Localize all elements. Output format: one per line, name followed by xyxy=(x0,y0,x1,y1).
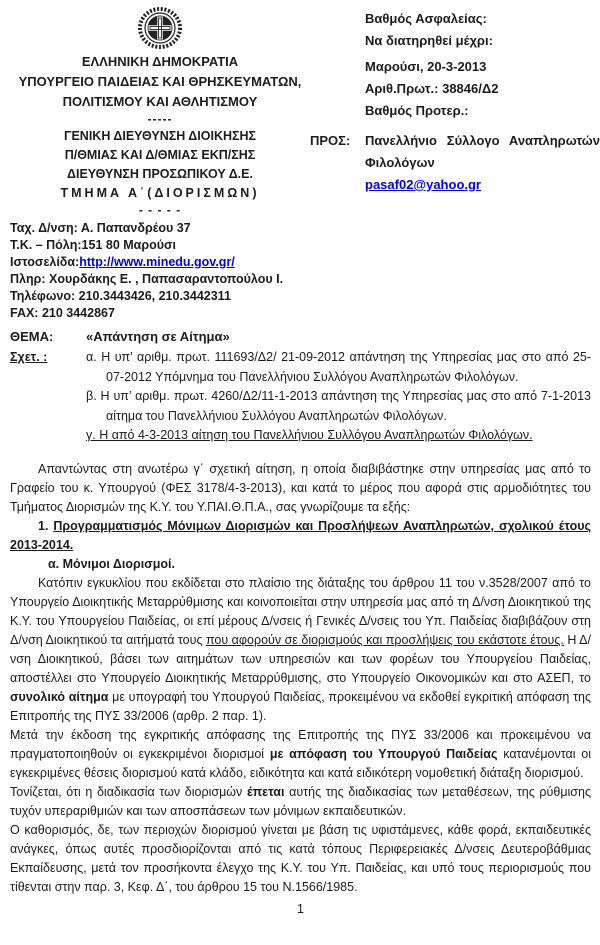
reference-item-a: α. Η υπ’ αριθμ. πρωτ. 111693/Δ2/ 21-09-2012 απάντηση της Υπηρεσίας μας στο από 25-07-2012 Υπόμνημα του Πανελλήνιου Συλλόγου Αναπληρωτών Φιλολόγων. xyxy=(86,350,591,384)
ministry-title-line2: ΠΟΛΙΤΙΣΜΟΥ ΚΑΙ ΑΘΛΗΤΙΣΜΟΥ xyxy=(62,94,258,109)
divider: ----- xyxy=(147,112,173,126)
paragraph-regions: Ο καθορισμός, δε, των περιοχών διορισμού γίνεται με βάση τις υφιστάμενες, κάθε φορά, εκπαιδευτικές ανάγκες, όπως αυτές προσδιορίζονται από τις κατά τόπους Περιφερειακές Δ/νσεις Δευτεροβάθμιας Εκπαίδευσης, μετά τον προσήκοντα έλεγχο της Κ.Υ. του Υπ. Παιδείας, και υπό τους περιορισμούς που τίθενται στην παρ. 3, Κεφ. Δ΄, του άρθρου 15 του Ν.1566/1985. xyxy=(10,822,591,894)
subject-row xyxy=(10,327,591,346)
to-label: ΠΡΟΣ: xyxy=(310,133,351,148)
recipient-block xyxy=(310,130,600,196)
phone-numbers: Τηλέφωνο: 210.3443426, 210.3442311 xyxy=(10,289,231,303)
references-label: Σχετ. : xyxy=(10,350,48,364)
references-list xyxy=(86,348,591,446)
security-level-label: Βαθμός Ασφαλείας: xyxy=(365,11,487,26)
postal-address: Ταχ. Δ/νση: Α. Παπανδρέου 37 xyxy=(10,221,191,235)
bold-segment: με απόφαση του Υπουργού Παιδείας xyxy=(269,746,498,761)
directorate-line3: ΔΙΕΥΘΥΝΣΗ ΠΡΟΣΩΠΙΚΟΥ Δ.Ε. xyxy=(67,167,253,181)
contact-info xyxy=(10,220,591,322)
recipient-content xyxy=(365,130,600,196)
place-date: Μαρούσι, 20-3-2013 xyxy=(365,59,487,74)
emblem-wrap xyxy=(10,6,310,55)
website-label: Ιστοσελίδα: xyxy=(10,255,80,269)
text-segment: Η Δ/νση Διοικητικού, βάσει των αιτημάτων των υπηρεσιών και των φορέων του Υπουργείου Παιδείας, αποστέλλει στο Υπουργείο Διοικητικής Μεταρρύθμισης, στο Υπουργείο Οικονομικών και στο ΑΣΕΠ, το xyxy=(10,632,591,685)
retain-until-label: Να διατηρηθεί μέχρι: xyxy=(365,33,493,48)
ministry-title-line1: ΥΠΟΥΡΓΕΙΟ ΠΑΙΔΕΙΑΣ ΚΑΙ ΘΡΗΣΚΕΥΜΑΤΩΝ, xyxy=(18,74,302,89)
department-line: ΤΜΗΜΑ Α΄(ΔΙΟΡΙΣΜΩΝ) xyxy=(60,186,260,200)
references-row xyxy=(10,348,591,446)
subsection-heading: α. Μόνιμοι Διορισμοί. xyxy=(48,556,175,571)
priority-label: Βαθμός Προτερ.: xyxy=(365,103,469,118)
website-row xyxy=(10,254,591,271)
paragraph-intro: Απαντώντας στη ανωτέρω γ΄ σχετική αίτηση, η οποία διαβιβάστηκε στην υπηρεσίας μας από το Γραφείο του κ. Υπουργού (ΦΕΣ 3178/4-3-2013), και κατά το μέρος που αφορά στις αρμοδιότητες του Τμήματος Διορισμών της Κ.Υ. του Υ.ΠΑΙ.Θ.Π.Α., σας γνωρίζουμε τα εξής: xyxy=(10,461,591,514)
letter-body xyxy=(10,460,591,897)
text-segment: Κατόπιν εγκυκλίου που εκδίδεται στο πλαίσιο της διάταξης του άρθρου 11 του ν.3528/2007 από το Υπουργείο Διοικητικής Μεταρρύθμισης και κοινοποιείται στην υπηρεσία μας από τη Δ/νση Διοικητικού της Κ.Υ. του Υπουργείου Παιδείας, οι επί μέρους Δ/νσεις ή Γενικές Δ/νσεις του Υπ. Παιδείας διαβιβάζουν στη Δ/νση Διοικητικού τα αιτήματά τους xyxy=(10,575,591,647)
letterhead xyxy=(10,6,600,220)
text-segment: κατανέμονται οι εγκεκριμένες θέσεις διορισμού κατά κλάδο, ειδικότητα και κατά ειδικότερη νομοθετική διάταξη διορισμού. xyxy=(10,746,592,780)
directorate-line1: ΓΕΝΙΚΗ ΔΙΕΥΘΥΝΣΗ ΔΙΟΙΚΗΣΗΣ xyxy=(63,129,257,143)
postal-code-city: Τ.Κ. – Πόλη:151 80 Μαρούσι xyxy=(10,238,177,252)
recipient-email-link[interactable]: pasaf02@yahoo.gr xyxy=(365,177,481,192)
website-link[interactable]: http://www.minedu.gov.gr/ xyxy=(79,255,235,269)
text-segment: με υπογραφή του Υπουργού Παιδείας, προκειμένου να εκδοθεί εγκριτική απόφαση της Επιτροπής της ΠΥΣ 33/2006 (αρθρ. 2 παρ. 1). xyxy=(10,689,591,723)
section-heading xyxy=(10,517,591,555)
directorate-line2: Π/ΘΜΙΑΣ ΚΑΙ Δ/ΘΜΙΑΣ ΕΚΠ/ΣΗΣ xyxy=(64,148,256,162)
text-segment: Μετά την έκδοση της εγκριτικής απόφασης της Επιτροπής της ΠΥΣ 33/2006 και προκειμένου να πραγματοποιηθούν οι εγκεκριμένοι διορισμοί xyxy=(10,727,591,761)
reference-item-b: β. Η υπ’ αριθμ. πρωτ. 4260/Δ2/11-1-2013 απάντηση της Υπηρεσίας μας στο από 7-1-2013 αίτημα του Πανελλήνιου Συλλόγου Αναπληρωτών Φιλολόγων. xyxy=(86,389,591,423)
section-number: 1. xyxy=(38,518,54,533)
text-segment: αυτής της διαδικασίας των μεταθέσεων, της ρύθμισης τυχόν υπεραριθμιών και των αποσπάσεων των μόνιμων εκπαιδευτικών. xyxy=(10,784,591,818)
protocol-number: Αριθ.Πρωτ.: 38846/Δ2 xyxy=(365,81,499,96)
paragraph-decision xyxy=(10,726,591,783)
divider: - - - - - xyxy=(138,203,182,217)
subject-text: «Απάντηση σε Αίτημα» xyxy=(86,329,230,344)
greek-coat-of-arms-icon xyxy=(137,6,183,50)
text-segment: Τονίζεται, ότι η διαδικασία των διορισμών xyxy=(10,784,247,799)
underlined-segment: που αφορούν σε διορισμούς και προσλήψεις του εκάστοτε έτους. xyxy=(205,632,564,647)
subject-label: ΘΕΜΑ: xyxy=(10,329,54,344)
republic-title: ΕΛΛΗΝΙΚΗ ΔΗΜΟΚΡΑΤΙΑ xyxy=(81,54,239,69)
ministry-header xyxy=(10,52,310,218)
page-number: 1 xyxy=(297,901,304,916)
bold-segment: συνολικό αίτημα xyxy=(10,689,109,704)
paragraph-appointments xyxy=(10,574,591,726)
section-title: Προγραμματισμός Μόνιμων Διορισμών και Προσλήψεων Αναπληρωτών, σχολικού έτους 2013-2014. xyxy=(10,518,591,552)
bold-segment: έπεται xyxy=(246,784,285,799)
reference-item-c: γ. Η από 4-3-2013 αίτηση του Πανελλήνιου Συλλόγου Αναπληρωτών Φιλολόγων. xyxy=(86,428,533,442)
recipient-name: Πανελλήνιο Σύλλογο Αναπληρωτών Φιλολόγων xyxy=(365,133,600,170)
document-meta xyxy=(365,8,498,122)
contact-persons: Πληρ: Χουρδάκης Ε. , Παπασαραντοπούλου Ι. xyxy=(10,272,284,286)
paragraph-emphasis xyxy=(10,783,591,821)
fax-number: FAX: 210 3442867 xyxy=(10,306,115,320)
